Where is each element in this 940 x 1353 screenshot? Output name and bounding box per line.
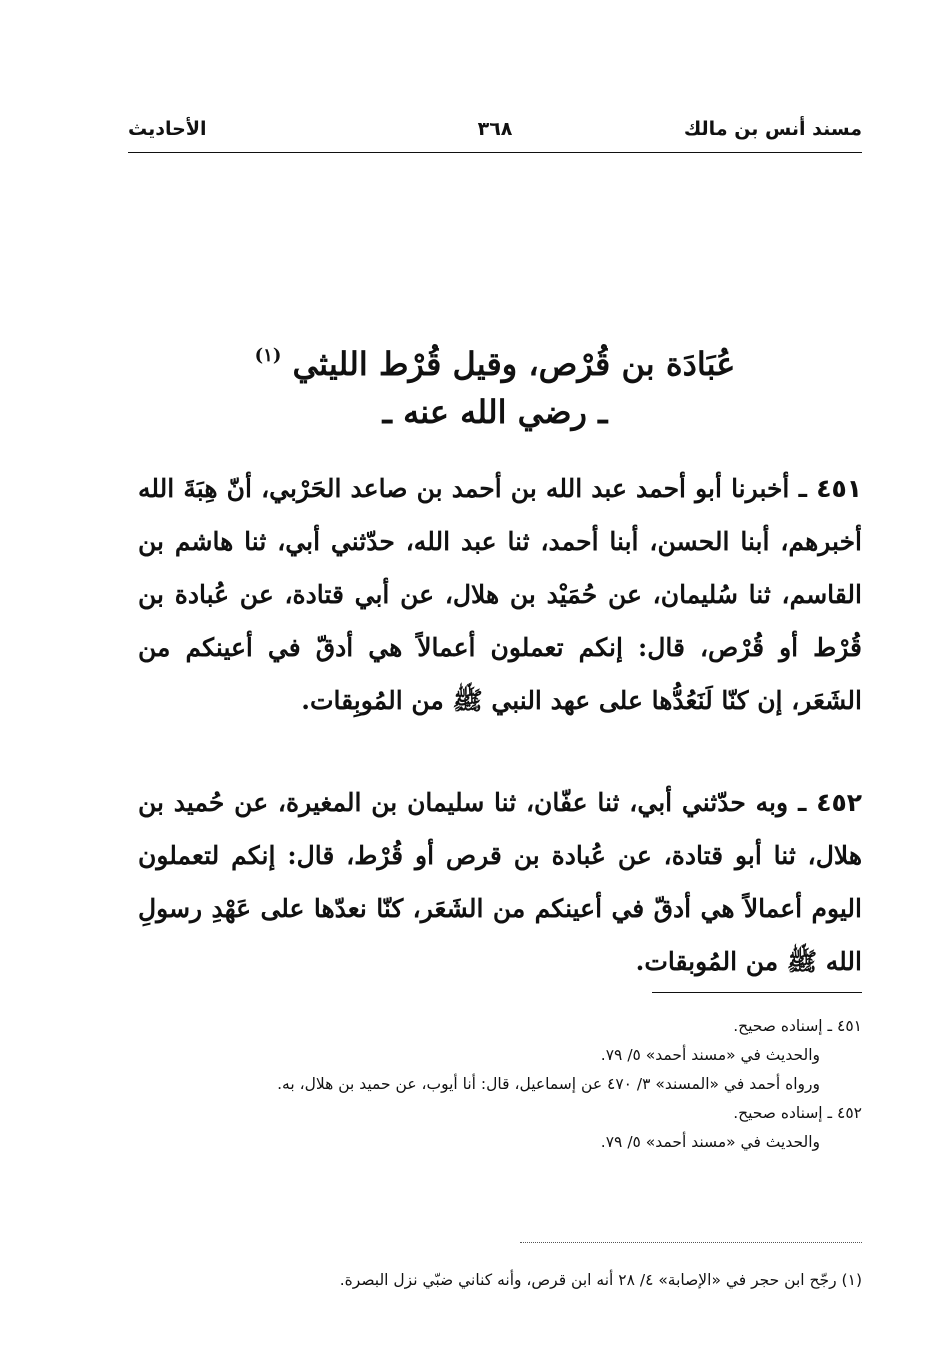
hadith-452 — [138, 776, 862, 988]
header-rule — [128, 152, 862, 153]
note-451-line-2: والحديث في «مسند أحمد» ٥/ ٧٩. — [600, 1046, 820, 1064]
hadith-451 — [138, 462, 862, 727]
chapter-subtitle: ـ رضي الله عنه ـ — [382, 393, 608, 431]
chapter-footnote-ref: (١) — [254, 345, 282, 366]
hadith-text: أخبرنا أبو أحمد عبد الله بن أحمد بن صاعد الحَرْبي، أنّ هِبَةَ الله أخبرهم، أبنا الحسن، أبنا أحمد، ثنا عبد الله، حدّثني أبي، ثنا هاشم بن القاسم، ثنا سُليمان، عن حُمَيْد بن هلال، عن أبي قتادة، عن عُبادة بن قُرْط أو قُرْص، قال: إنكم تعملون أعمالاً هي أدقّ في أعينكم من الشَعَر، إن كنّا لَنَعُدُّها على عهد النبي ﷺ من المُوبِقات. — [138, 474, 862, 715]
section-title: الأحاديث — [128, 118, 207, 140]
hadith-number: ٤٥١ ـ — [798, 474, 862, 503]
note-text: إسناده صحيح. — [733, 1104, 823, 1122]
chapter-title-line — [128, 332, 862, 388]
note-label: ٤٥٢ ـ — [827, 1104, 862, 1122]
note-452-line-1 — [138, 1099, 862, 1128]
note-451-line-1 — [138, 1012, 862, 1041]
footnote-marker: (١) — [841, 1271, 862, 1289]
hadith-number: ٤٥٢ ـ — [797, 788, 862, 817]
chapter-title: عُبَادَة بن قُرْص، وقيل قُرْط الليثي — [292, 345, 736, 383]
hadith-text: وبه حدّثني أبي، ثنا عفّان، ثنا سليمان بن المغيرة، عن حُميد بن هلال، ثنا أبو قتادة، عن عُبادة بن قرص أو قُرْط، قال: إنكم لتعملون اليوم أعمالاً هي أدقّ في أعينكم من الشَعَر، كنّا نعدّها على عَهْدِ رسولِ الله ﷺ من المُوبقات. — [138, 788, 862, 976]
notes-rule — [652, 992, 862, 993]
note-451-line-3: ورواه أحمد في «المسند» ٣/ ٤٧٠ عن إسماعيل، قال: أنا أيوب، عن حميد بن هلال، به. — [277, 1075, 820, 1093]
page-number: ٣٦٨ — [477, 118, 513, 140]
book-title: مسند أنس بن مالك — [683, 118, 862, 140]
takhrij-notes — [138, 1012, 862, 1157]
page-footnote — [170, 1266, 862, 1294]
note-452-line-2: والحديث في «مسند أحمد» ٥/ ٧٩. — [600, 1133, 820, 1151]
chapter-heading — [128, 332, 862, 436]
footnote-text: رجّح ابن حجر في «الإصابة» ٤/ ٢٨ أنه ابن قرص، وأنه كناني ضبّي نزل البصرة. — [339, 1271, 837, 1289]
note-text: إسناده صحيح. — [733, 1017, 823, 1035]
footnote-separator — [520, 1242, 862, 1243]
note-label: ٤٥١ ـ — [827, 1017, 862, 1035]
